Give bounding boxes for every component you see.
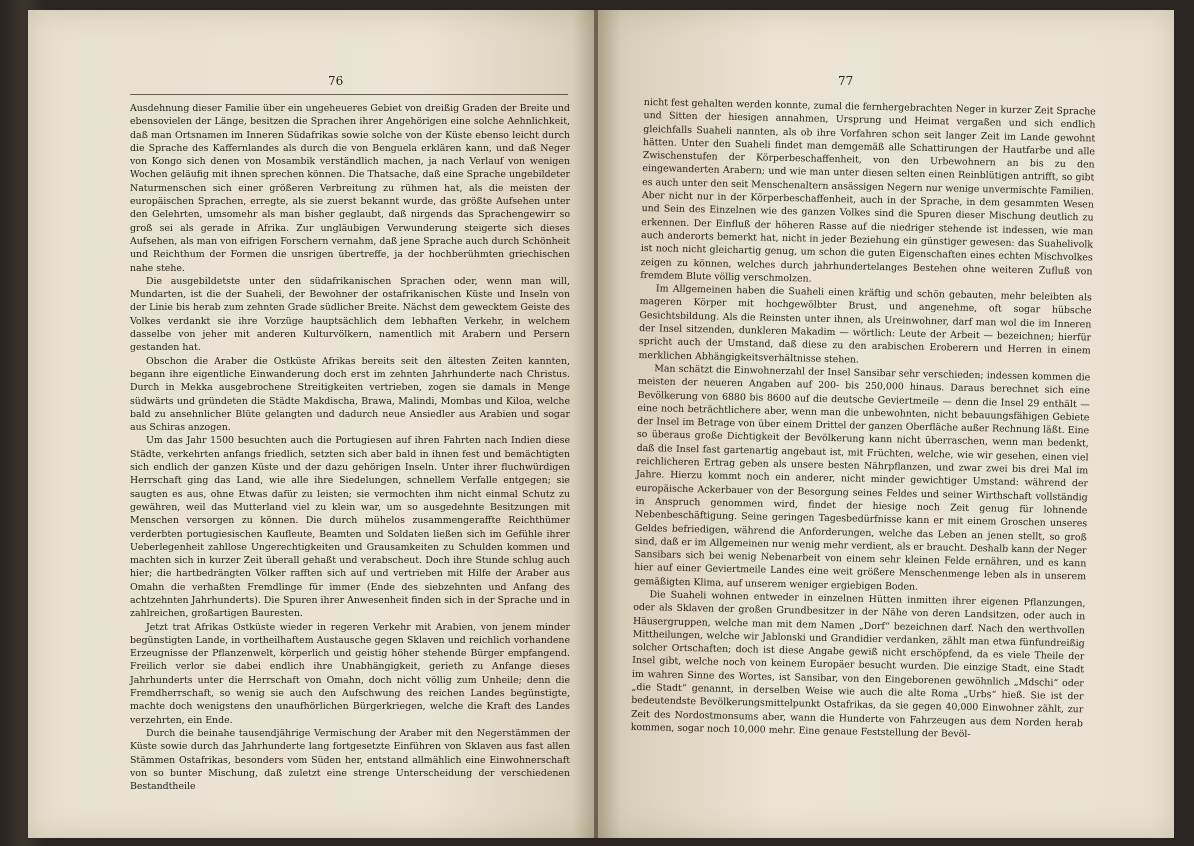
paragraph: Die ausgebildetste unter den südafrikanischen Sprachen oder, wenn man will, Mundarten, ist die der Suaheli, der Bewohner der ostafrikanischen Küste und Inseln von der Linie bis herab zum zehnten Grade südlicher Breite. Nächst dem gewecktem Geiste des Volkes verdankt sie ihre Vorzüge hauptsächlich dem lebhaften Verkehr, in welchem dasselbe von jeher mit anderen Kulturvölkern, namentlich mit Arabern und Persern gestanden hat. <box>130 275 570 354</box>
right-page <box>598 10 1174 838</box>
paragraph: Jetzt trat Afrikas Ostküste wieder in regeren Verkehr mit Arabien, von jenem minder begünstigten Lande, in vortheilhaftem Austausche gegen Sklaven und reichlich vorhandene Erzeugnisse der Pflanzenwelt, körperlich und geistig höher stehende Bürger empfangend. Freilich verlor sie dabei endlich ihre Unabhängigkeit, gerieth zu Anfange dieses Jahrhunderts unter die Herrschaft von Omahn, doch nicht völlig zum Unheile; denn die Fremdherrschaft, so wenig sie auch den Aufschwung des reichen Landes begünstigte, machte doch wenigstens den unaufhörlichen Bürgerkriegen, welche die Kraft des Landes verzehrten, ein Ende. <box>130 621 570 726</box>
paragraph: Um das Jahr 1500 besuchten auch die Portugiesen auf ihren Fahrten nach Indien diese Städte, verkehrten anfangs friedlich, setzten sich aber bald in ihnen fest und bemächtigten sich endlich der ganzen Küste und der dazu gehörigen Inseln. Unter ihrer fluchwürdigen Herrschaft ging das Land, wie alle ihre Siedelungen, schnellem Verfalle entgegen; sie saugten es aus, ohne Etwas dafür zu leisten; sie vermochten ihm nicht einmal Schutz zu gewähren, weil das Mutterland viel zu klein war, um so ausgedehnte Besitzungen mit Menschen versorgen zu können. Die durch mühelos zusammengeraffte Reichthümer verderbten portugiesischen Kaufleute, Beamten und Soldaten ließen sich im Gefühle ihrer Ueberlegenheit zahllose Ungerechtigkeiten und Grausamkeiten zu Schulden kommen und machten sich in kurzer Zeit überall gehaßt und verabscheut. Doch ihre Stunde schlug auch hier; die hartbedrängten Völker rafften sich auf und vertrieben mit Hilfe der Araber aus Omahn die verhaßten Fremdlinge für immer (Ende des siebzehnten und Anfang des achtzehnten Jahrhunderts). Die Spuren ihrer Anwesenheit finden sich in der Sprache und in zahlreichen, großartigen Bauresten. <box>130 435 570 620</box>
page-body <box>631 96 1096 744</box>
paragraph: Die Suaheli wohnen entweder in einzelnen Hütten inmitten ihrer eigenen Pflanzungen, oder als Sklaven der großen Grundbesitzer in der Nähe von deren Landsitzen, oder auch in Häusergruppen, welche man mit dem Namen „Dorf“ bezeichnen darf. Nach den werthvollen Mittheilungen, welche wir Jablonski und Grandidier verdanken, zählt man etwa fünfundreißig solcher Ortschaften; doch ist diese Angabe gewiß nicht erschöpfend, da es viele Theile der Insel gibt, welche noch von keinem Europäer besucht wurden. Die einzige Stadt, eine Stadt im wahren Sinne des Wortes, ist Sansibar, von den Eingeborenen gewöhnlich „Mdschi“ oder „die Stadt“ genannt, in derselben Weise wie auch die alte Roma „Urbs“ hieß. Sie ist der bedeutendste Bevölkerungsmittelpunkt Ostafrikas, da sie gegen 40,000 Einwohner zählt, zur Zeit des Nordostmonsums aber, wann die Hunderte von Fahrzeugen aus dem Norden herab kommen, sogar noch 10,000 mehr. Eine genaue Feststellung der Bevöl- <box>630 589 1086 740</box>
page-number: 77 <box>838 74 854 88</box>
paragraph: Man schätzt die Einwohnerzahl der Insel Sansibar sehr verschieden; indessen kommen die meisten der neueren Angaben auf 200- bis 250,000 hinaus. Daraus berechnet sich eine Bevölkerung von 6880 bis 8600 auf die deutsche Geviertmeile — denn die Insel 29 enthält — eine noch beträchtlichere aber, wenn man die unbewohnten, nicht bebauungsfähigen Gebiete der Insel im Betrage von über einem Drittel der ganzen Oberfläche außer Rechnung läßt. Eine so überaus große Dichtigkeit der Bevölkerung kann nicht überraschen, wenn man bedenkt, daß die Insel fast gartenartig angebaut ist, mit Früchten, welche, wie wir gesehen, einen viel reichlicheren Ertrag geben als unsere besten Nährpflanzen, und zwar zwei bis drei Mal im Jahre. Hierzu kommt noch ein anderer, nicht minder gewichtiger Umstand: während der europäische Ackerbauer von der Besorgung seines Feldes und seiner Wirthschaft vollständig in Anspruch genommen wird, findet der hiesige noch Zeit genug für lohnende Nebenbeschäftigung. Seine geringen Tagesbedürfnisse kann er mit einem Groschen unseres Geldes befriedigen, während die Anforderungen, welche das Leben an jenen stellt, so groß sind, daß er im Allgemeinen nur wenig mehr verdient, als er braucht. Deshalb kann der Neger Sansibars sich bei wenig Nebenarbeit von einem sehr kleinen Felde ernähren, und es kann hier auf einer Geviertmeile Landes eine weit größere Menschenmenge leben als in unserem gemäßigten Klima, auf unserem weniger ergiebigen Boden. <box>633 363 1091 593</box>
paragraph: Im Allgemeinen haben die Suaheli einen kräftig und schön gebauten, mehr beleibten als mageren Körper mit hochgewölbter Brust, und angenehme, oft sogar hübsche Gesichtsbildung. Als die Reinsten unter ihnen, als Ureinwohner, darf man wol die im Inneren der Insel sitzenden, dunkleren Makadim — wörtlich: Leute der Arbeit — bezeichnen; hierfür spricht auch der Umstand, daß diese zu den arabischen Eroberern und Herren in einem merklichen Abhängigkeitsverhältnisse stehen. <box>638 283 1092 366</box>
paragraph: Durch die beinahe tausendjährige Vermischung der Araber mit den Negerstämmen der Küste sowie durch das Jahrhunderte lang fortgesetzte Einführen von Sklaven aus fast allen Stämmen Ostafrikas, besonders vom Süden her, entstand allmählich eine Einwohnerschaft von so bunter Mischung, daß zuletzt eine strenge Unterscheidung der verschiedenen Bestandtheile <box>130 727 570 793</box>
paragraph: Ausdehnung dieser Familie über ein ungeheueres Gebiet von dreißig Graden der Breite und ebensovielen der Länge, besitzen die Sprachen ihrer Angehörigen eine solche Aehnlichkeit, daß man Ortsnamen im Inneren Südafrikas sowie solche von der Küste ebenso leicht durch die Sprache des Kaffernlandes als durch die von Benguela erklären kann, und daß Neger von Kongo sich denen von Mosambik verständlich machen, ja nach Verlauf von wenigen Wochen geläufig mit ihnen sprechen können. Die Thatsache, daß eine Sprache ungebildeter Naturmenschen sich einer größeren Verbreitung zu rühmen hat, als die meisten der europäischen Sprachen, erregte, als sie zuerst bekannt wurde, das größte Aufsehen unter den Gelehrten, umsomehr als man bisher geglaubt, daß nirgends das Sprachengewirr so groß sei als gerade in Afrika. Zur ungläubigen Verwunderung steigerte sich dieses Aufsehen, als man von eifrigen Forschern vernahm, daß jene Sprache auch durch Schönheit und Reichthum der Formen die unsrigen übertreffe, ja der hochberühmten griechischen nahe stehe. <box>130 103 570 274</box>
paragraph: nicht fest gehalten werden konnte, zumal die fernhergebrachten Neger in kurzer Zeit Sprache und Sitten der hiesigen annahmen, Ursprung und Heimat vergaßen und sich endlich gleichfalls Suaheli nannten, als ob ihre Vorfahren schon seit langer Zeit im Lande gewohnt hätten. Unter den Suaheli findet man demgemäß alle Schattirungen der Hautfarbe und alle Zwischenstufen der Körperbeschaffenheit, von den Urbewohnern an bis zu den eingewanderten Arabern; und wie man unter diesen selten einen Reinblütigen antrifft, so gibt es auch unter den seit Menschenaltern ansässigen Negern nur wenige unvermischte Familien. Aber nicht nur in der Körperbeschaffenheit, auch in der Sprache, in dem gesammten Wesen und Sein des Einzelnen wie des ganzen Volkes sind die Spuren dieser Mischung deutlich zu erkennen. Der Einfluß der höheren Rasse auf die niedriger stehende ist indessen, wie man auch anderorts bemerkt hat, nicht in jeder Beziehung ein günstiger gewesen: das Suahelivolk ist noch nicht gleichartig genug, um schon die guten Eigenschaften eines echten Mischvolkes zeigen zu können, welches durch jahrhundertelanges Bestehen ohne weiteren Zufluß von fremdem Blute völlig verschmolzen. <box>640 96 1096 285</box>
left-page <box>28 10 596 838</box>
page-body <box>130 102 570 793</box>
header-rule <box>130 94 568 95</box>
page-number: 76 <box>328 74 344 88</box>
paragraph: Obschon die Araber die Ostküste Afrikas bereits seit den ältesten Zeiten kannten, begann ihre eigentliche Einwanderung doch erst im zehnten Jahrhunderte nach Christus. Durch in Mekka ausgebrochene Streitigkeiten vertrieben, zogen sie damals in Menge südwärts und gründeten die Städte Makdischa, Brawa, Malindi, Mombas und Kiloa, welche bald zu ansehnlicher Blüte gelangten und dadurch neue Ansiedler aus Arabien und sogar aus Schiras anzogen. <box>130 355 570 434</box>
